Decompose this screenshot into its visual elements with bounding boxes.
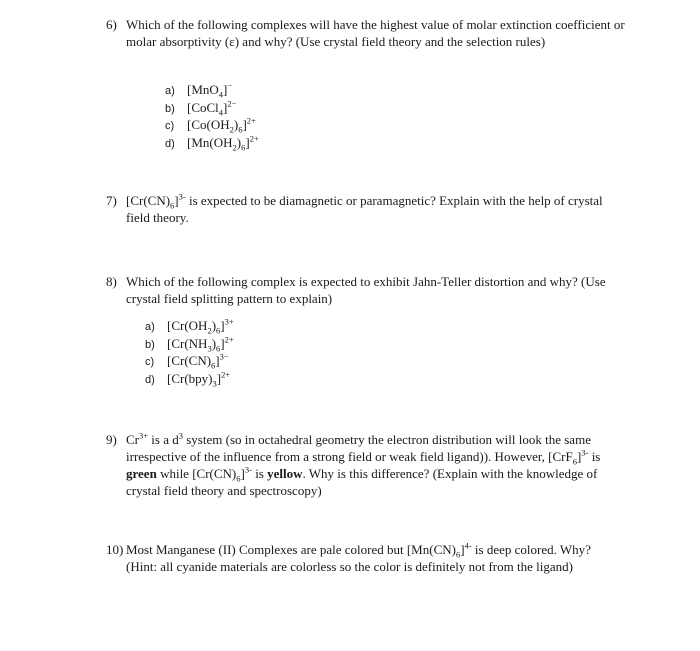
option: d) $[Cr(bpy)_3]^{2+}$ — [145, 369, 231, 389]
question-hint: (Hint: all cyanide materials are colorless so the color is definitely not from the ligand) — [126, 559, 573, 574]
question-number: 6) — [106, 17, 117, 32]
question-6 — [106, 16, 626, 50]
question-text: Most Manganese (II) Complexes are pale colored but $[Mn(CN)_6]^{4-}$ is deep colored. Why? — [126, 540, 591, 560]
option: c) $[Co(OH_2)_6]^{2+}$ — [165, 115, 256, 135]
question-6-options — [165, 82, 259, 152]
question-10 — [106, 541, 626, 575]
option: a) [MnO$_4$]− — [165, 80, 233, 100]
option: d) $[Mn(OH_2)_6]^{2+}$ — [165, 133, 259, 153]
question-7 — [106, 192, 626, 226]
question-text: $Cr^{3+}$ is a $d^3$ system (so in octahedral geometry the electron distribution will look the same irrespective of the influence from a strong field or weak field ligand)). However, $[CrF_6]^{3-}$ is green while $[Cr(CN)_6]^{3-}$ is yellow. Why is this difference? (Explain with the knowledge of crystal field theory and spectroscopy) — [126, 430, 601, 498]
question-number: 10) — [106, 542, 124, 557]
question-number: 7) — [106, 193, 117, 208]
question-text: Which of the following complex is expected to exhibit Jahn-Teller distortion and why? (Use crystal field splitting pattern to explain) — [126, 274, 606, 306]
question-number: 9) — [106, 432, 117, 447]
option: b) $[Cr(NH_3)_6]^{2+}$ — [145, 334, 234, 354]
option: b) [CoCl$_4$]$^{2-}$ — [165, 98, 237, 118]
question-8-options — [145, 318, 234, 388]
question-number: 8) — [106, 274, 117, 289]
question-text: Which of the following complexes will have the highest value of molar extinction coefficient or molar absorptivity (ε) and why? (Use crystal field theory and the selection rules) — [126, 17, 625, 49]
question-text: $[Cr(CN)_6]^{3-}$ is expected to be diamagnetic or paramagnetic? Explain with the help of crystal field theory. — [126, 191, 603, 225]
option: c) $[Cr(CN)_6]^{3-}$ — [145, 351, 229, 371]
question-9 — [106, 431, 624, 499]
option: a) $[Cr(OH_2)_6]^{3+}$ — [145, 316, 234, 336]
question-8 — [106, 273, 626, 307]
